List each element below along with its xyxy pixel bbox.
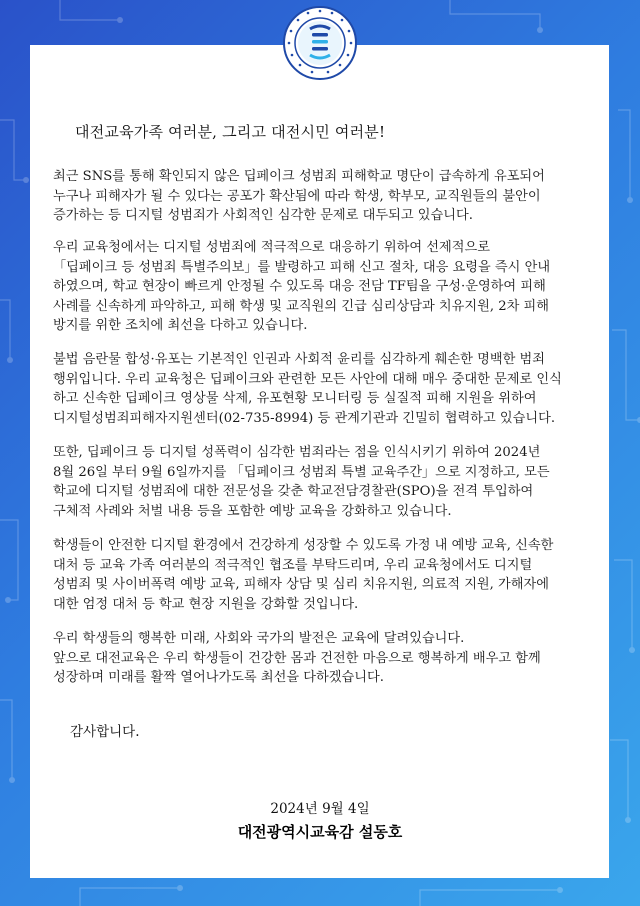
text-line: 방지를 위한 조치에 최선을 다하고 있습니다. [53, 318, 308, 334]
paragraph-1 [53, 167, 598, 226]
daejeon-office-of-education-emblem-icon [282, 5, 358, 81]
paragraph-4 [53, 443, 598, 521]
text-line: 「딥페이크 등 성범죄 특별주의보」를 발령하고 피해 신고 절차, 대응 요령을 즉시 안내 [53, 259, 551, 275]
signature: 대전광역시교육감 설동호 [237, 823, 403, 841]
text-line: 사례를 신속하게 파악하고, 피해 학생 및 교직원의 긴급 심리상담과 치유지원, 2차 피해 [53, 298, 550, 314]
text-line: 앞으로 대전교육은 우리 학생들이 건강한 몸과 건전한 마음으로 행복하게 배우고 함께 [53, 650, 541, 666]
text-line: 성범죄 및 사이버폭력 예방 교육, 피해자 상담 및 심리 치유지원, 의료적 지원, 가해자에 [53, 577, 550, 593]
text-line: 학생들이 안전한 디지털 환경에서 건강하게 성장할 수 있도록 가정 내 예방 교육, 신속한 [53, 538, 554, 553]
text-line: 구체적 사례와 처벌 내용 등을 포함한 예방 교육을 강화하고 있습니다. [53, 503, 452, 519]
text-line: 대한 엄정 대처 등 학교 현장 지원을 강화할 것입니다. [53, 596, 359, 612]
paragraph-2 [53, 238, 598, 336]
text-line: 또한, 딥페이크 등 디지털 성폭력이 심각한 범죄라는 점을 인식시키기 위하여 2024년 [53, 445, 541, 460]
text-line: 우리 학생들의 행복한 미래, 사회와 국가의 발전은 교육에 달려있습니다. [53, 631, 465, 646]
paragraph-3 [53, 350, 598, 428]
paragraph-6 [53, 629, 598, 688]
text-line: 대처 등 교육 가족 여러분의 적극적인 협조를 부탁드리며, 우리 교육청에서도 디지털 [53, 557, 533, 573]
text-line: 성장하며 미래를 활짝 열어나가도록 최선을 다하겠습니다. [53, 670, 384, 686]
text-line: 학교에 디지털 성범죄에 대한 전문성을 갖춘 학교전담경찰관(SPO)을 전격 투입하여 [53, 484, 534, 500]
text-line: 증가하는 등 디지털 성범죄가 사회적인 심각한 문제로 대두되고 있습니다. [53, 208, 473, 224]
text-line: 디지털성범죄피해자지원센터(02-735-8994) 등 관계기관과 긴밀히 협력하고 있습니다. [53, 410, 556, 426]
text-line: 우리 교육청에서는 디지털 성범죄에 적극적으로 대응하기 위하여 선제적으로 [53, 240, 490, 255]
closing: 감사합니다. [70, 724, 140, 740]
paragraph-5 [53, 536, 598, 614]
letter-date: 2024년 9월 4일 [270, 801, 370, 817]
text-line: 누구나 피해자가 될 수 있다는 공포가 확산됨에 따라 학생, 학부모, 교직원들의 불안이 [53, 188, 541, 204]
text-line: 8월 26일 부터 9월 6일까지를 「딥페이크 성범죄 특별 교육주간」으로 지정하고, 모든 [53, 464, 550, 480]
text-line: 행위입니다. 우리 교육청은 딥페이크와 관련한 모든 사안에 대해 매우 중대한 문제로 인식 [53, 371, 562, 387]
text-line: 하고 신속한 딥페이크 영상물 삭제, 유포현황 모니터링 등 실질적 피해 지원을 위하여 [53, 391, 537, 407]
text-line: 하였으며, 학교 현장이 빠르게 안정될 수 있도록 대응 전담 TF팀을 구성·운영하여 피해 [53, 279, 546, 295]
greeting: 대전교육가족 여러분, 그리고 대전시민 여러분! [75, 123, 386, 141]
text-line: 최근 SNS를 통해 확인되지 않은 딥페이크 성범죄 피해학교 명단이 급속하게 유포되어 [53, 169, 545, 184]
text-line: 불법 음란물 합성·유포는 기본적인 인권과 사회적 윤리를 심각하게 훼손한 명백한 범죄 [53, 352, 545, 367]
